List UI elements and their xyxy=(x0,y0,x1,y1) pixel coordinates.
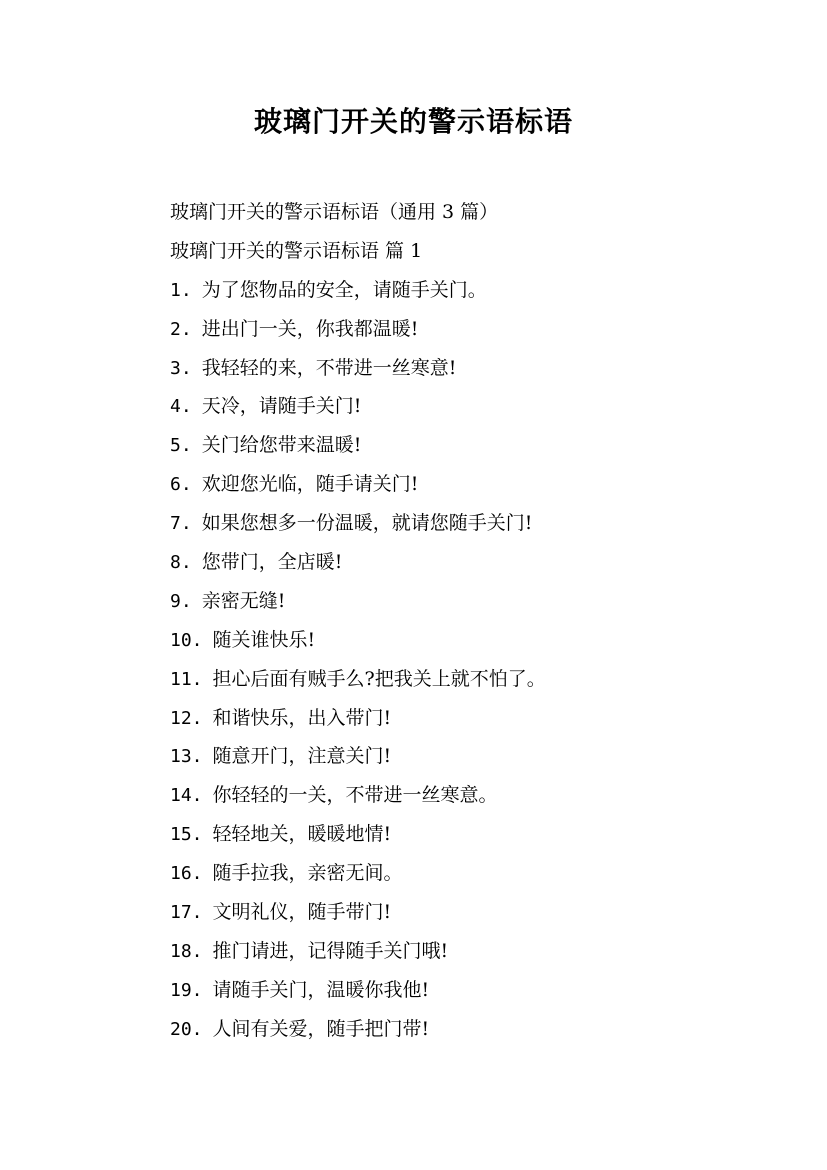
item-text: 请随手关门，温暖你我他! xyxy=(212,978,430,1001)
item-text: 你轻轻的一关，不带进一丝寒意。 xyxy=(212,784,498,807)
item-number: 10. xyxy=(170,629,203,651)
item-number: 12. xyxy=(170,707,203,729)
list-item xyxy=(170,310,790,349)
item-text: 文明礼仪，随手带门! xyxy=(212,901,392,924)
list-item xyxy=(170,271,790,310)
list-item xyxy=(170,349,790,388)
item-text: 随手拉我，亲密无间。 xyxy=(212,862,403,885)
item-text: 担心后面有贼手么?把我关上就不怕了。 xyxy=(212,667,546,690)
item-text: 随意开门，注意关门! xyxy=(212,745,392,768)
item-number: 13. xyxy=(170,746,203,768)
list-item xyxy=(170,1010,790,1049)
item-text: 轻轻地关，暖暖地情! xyxy=(212,823,392,846)
item-text: 我轻轻的来，不带进一丝寒意! xyxy=(201,356,457,379)
item-number: 2. xyxy=(170,318,192,340)
list-item xyxy=(170,426,790,465)
document-body xyxy=(170,193,790,1049)
item-text: 随关谁快乐! xyxy=(212,628,316,651)
list-item xyxy=(170,621,790,660)
item-text: 您带门，全店暖! xyxy=(201,551,343,574)
item-number: 20. xyxy=(170,1018,203,1040)
item-text: 和谐快乐，出入带门! xyxy=(212,706,392,729)
item-text: 天冷，请随手关门! xyxy=(201,395,362,418)
item-text: 关门给您带来温暖! xyxy=(201,434,362,457)
list-item xyxy=(170,387,790,426)
item-number: 14. xyxy=(170,785,203,807)
list-item xyxy=(170,737,790,776)
document-title: 玻璃门开关的警示语标语 xyxy=(253,105,573,138)
item-number: 17. xyxy=(170,902,203,924)
item-text: 人间有关爱，随手把门带! xyxy=(212,1017,430,1040)
item-number: 15. xyxy=(170,824,203,846)
item-number: 1. xyxy=(170,279,192,301)
item-text: 如果您想多一份温暖，就请您随手关门! xyxy=(201,512,533,535)
item-number: 6. xyxy=(170,474,192,496)
section-heading: 玻璃门开关的警示语标语 篇 1 xyxy=(170,239,423,262)
item-text: 欢迎您光临，随手请关门! xyxy=(201,473,419,496)
item-number: 9. xyxy=(170,590,192,612)
list-item xyxy=(170,699,790,738)
item-number: 19. xyxy=(170,979,203,1001)
item-number: 8. xyxy=(170,552,192,574)
item-text: 推门请进，记得随手关门哦! xyxy=(212,939,449,962)
list-item xyxy=(170,465,790,504)
list-item xyxy=(170,854,790,893)
item-number: 11. xyxy=(170,668,203,690)
list-item xyxy=(170,582,790,621)
item-text: 为了您物品的安全，请随手关门。 xyxy=(201,278,487,301)
list-item xyxy=(170,660,790,699)
item-text: 进出门一关，你我都温暖! xyxy=(201,317,419,340)
list-item xyxy=(170,504,790,543)
item-text: 亲密无缝! xyxy=(201,589,286,612)
intro-line: 玻璃门开关的警示语标语（通用 3 篇） xyxy=(170,201,499,223)
item-number: 16. xyxy=(170,863,203,885)
item-number: 7. xyxy=(170,513,192,535)
list-item xyxy=(170,543,790,582)
list-item xyxy=(170,815,790,854)
list-item xyxy=(170,893,790,932)
list-item xyxy=(170,971,790,1010)
list-item xyxy=(170,776,790,815)
item-number: 5. xyxy=(170,435,192,457)
list-item xyxy=(170,932,790,971)
item-number: 18. xyxy=(170,940,203,962)
item-number: 3. xyxy=(170,357,192,379)
item-number: 4. xyxy=(170,396,192,418)
